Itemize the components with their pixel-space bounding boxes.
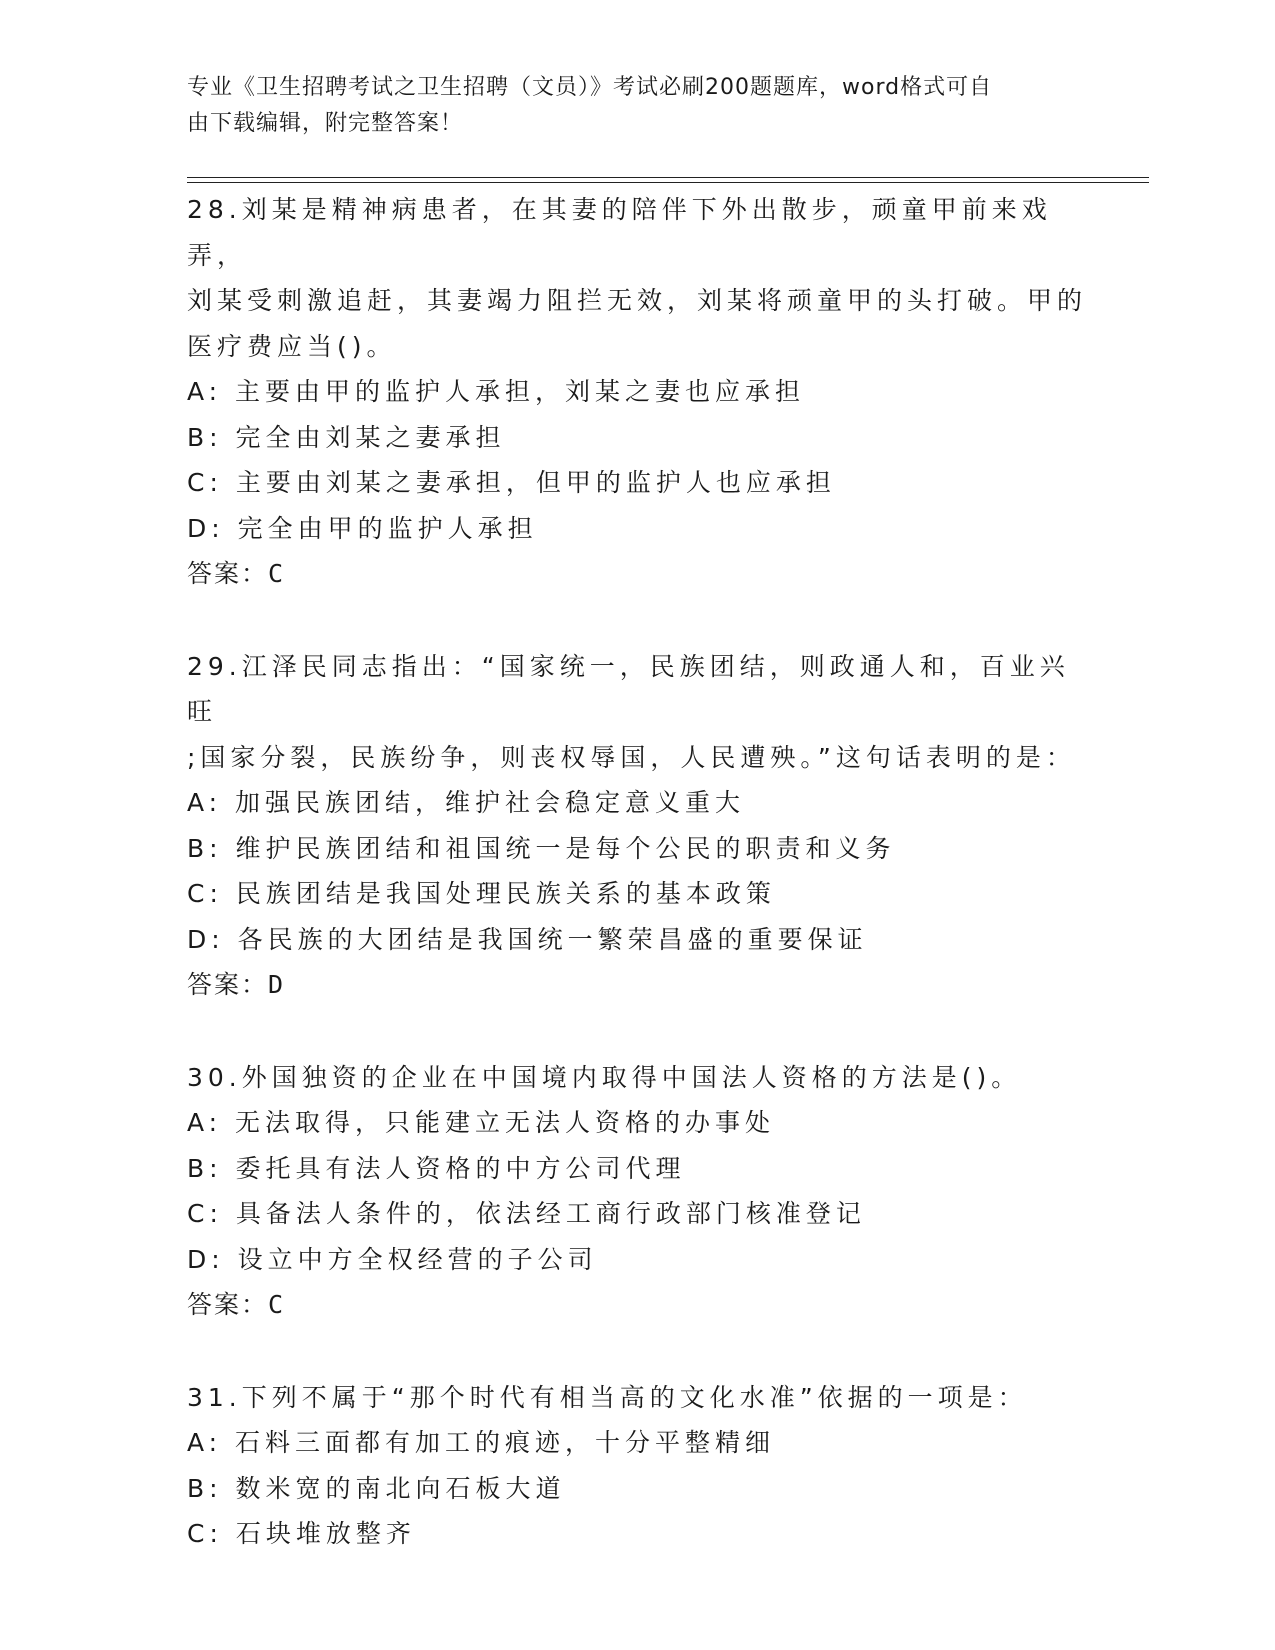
answer-value: C — [268, 1290, 286, 1319]
option-c: C: 主要由刘某之妻承担，但甲的监护人也应承担 — [187, 468, 836, 497]
option-a: A: 石料三面都有加工的痕迹，十分平整精细 — [187, 1428, 776, 1457]
option-c: C: 石块堆放整齐 — [187, 1519, 416, 1548]
option-a: A: 加强民族团结，维护社会稳定意义重大 — [187, 788, 746, 817]
question-text-line: 31.下列不属于“那个时代有相当高的文化水准”依据的一项是： — [187, 1382, 1028, 1412]
option-c: C: 具备法人条件的，依法经工商行政部门核准登记 — [187, 1199, 866, 1228]
option-b: B: 委托具有法人资格的中方公司代理 — [187, 1153, 686, 1183]
answer-label: 答案： — [187, 970, 269, 999]
option-a: A: 无法取得，只能建立无法人资格的办事处 — [187, 1108, 776, 1137]
option-d: D: 各民族的大团结是我国统一繁荣昌盛的重要保证 — [187, 924, 868, 954]
header-line-2: 由下载编辑，附完整答案！ — [187, 111, 464, 136]
question-31 — [187, 1375, 1087, 1557]
question-text-line: 医疗费应当()。 — [187, 331, 397, 361]
answer — [187, 962, 1087, 1008]
question-text-line: 30.外国独资的企业在中国境内取得中国法人资格的方法是()。 — [187, 1062, 1022, 1092]
option-d: D: 完全由甲的监护人承担 — [187, 513, 538, 543]
question-29 — [187, 644, 1087, 1008]
question-text-line: 刘某受刺激追赶，其妻竭力阻拦无效，刘某将顽童甲的头打破。甲的 — [187, 286, 1088, 315]
document-header — [187, 70, 1067, 142]
question-30 — [187, 1055, 1087, 1328]
question-28 — [187, 187, 1087, 597]
option-c: C: 民族团结是我国处理民族关系的基本政策 — [187, 879, 776, 908]
answer — [187, 1282, 1087, 1328]
header-line-1: 专业《卫生招聘考试之卫生招聘（文员）》考试必刷200题题库，word格式可自 — [187, 75, 993, 100]
option-b: B: 数米宽的南北向石板大道 — [187, 1473, 566, 1503]
answer-value: D — [268, 970, 286, 999]
question-text-line: 28.刘某是精神病患者，在其妻的陪伴下外出散步，顽童甲前来戏弄， — [187, 195, 1052, 270]
header-divider-bottom — [187, 182, 1149, 183]
question-list — [187, 187, 1087, 1557]
question-text-line: ;国家分裂，民族纷争，则丧权辱国，人民遭殃。”这句话表明的是： — [187, 742, 1076, 772]
answer-label: 答案： — [187, 559, 269, 588]
answer-value: C — [268, 559, 286, 588]
header-divider-top — [187, 177, 1149, 178]
option-b: B: 完全由刘某之妻承担 — [187, 422, 506, 452]
answer-label: 答案： — [187, 1290, 269, 1319]
answer — [187, 551, 1087, 597]
option-b: B: 维护民族团结和祖国统一是每个公民的职责和义务 — [187, 833, 896, 863]
question-text-line: 29.江泽民同志指出：“国家统一，民族团结，则政通人和，百业兴旺 — [187, 651, 1070, 726]
option-a: A: 主要由甲的监护人承担，刘某之妻也应承担 — [187, 377, 806, 406]
option-d: D: 设立中方全权经营的子公司 — [187, 1244, 598, 1274]
